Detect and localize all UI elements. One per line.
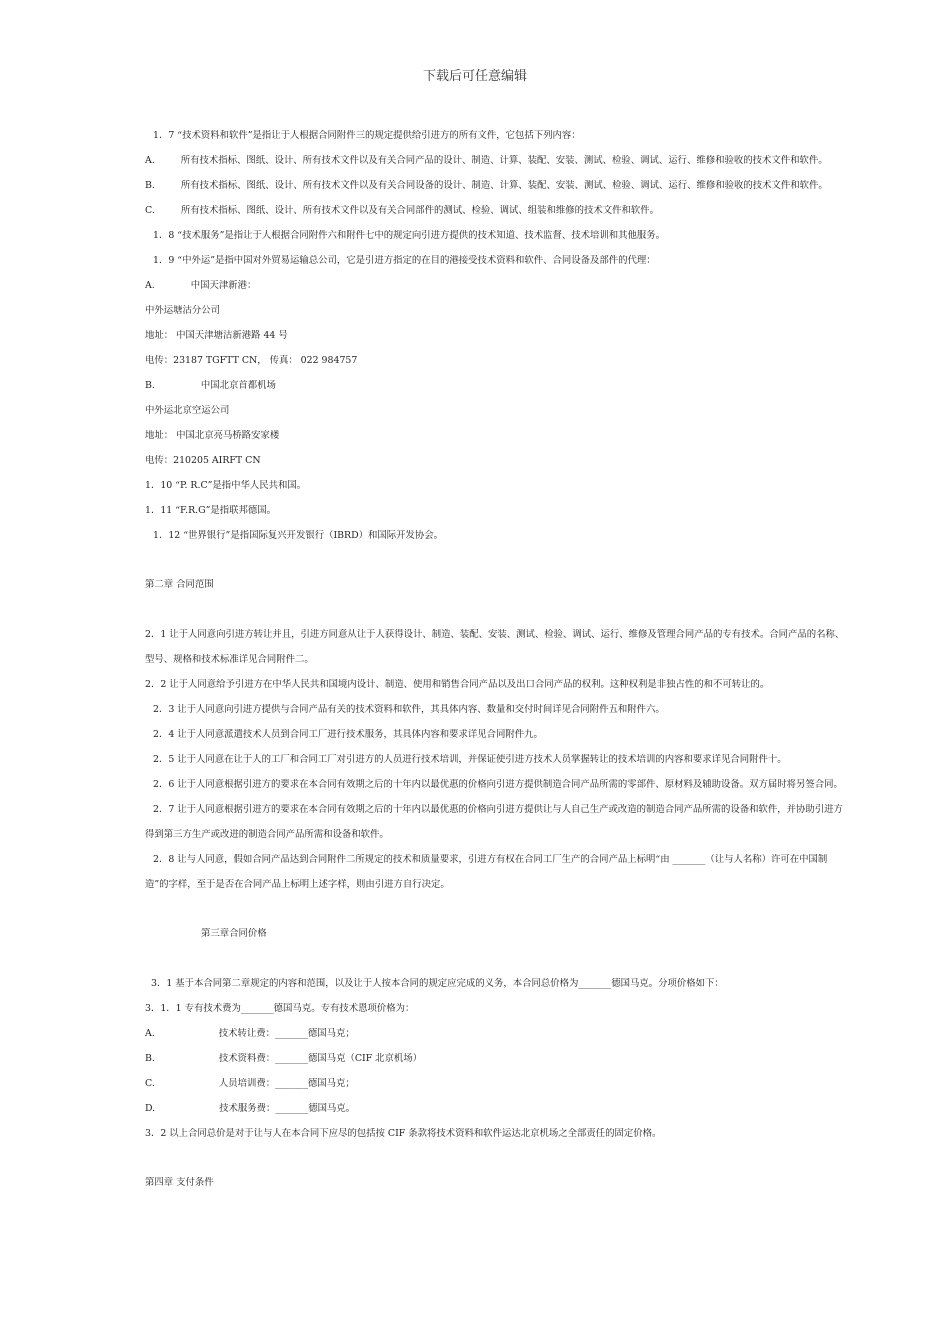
item-label: B. — [145, 380, 155, 391]
agent-a-telex: 电传：23187 TGFTT CN， 传真： 022 984757 — [145, 355, 358, 366]
clause-1-9: 1．9 “中外运”是指中国对外贸易运输总公司，它是引进方指定的在目的港接受技术资料和软件、合同设备及部件的代理： — [153, 255, 656, 266]
item-text: 技术服务费：_______德国马克。 — [219, 1103, 356, 1114]
clause-2-8: 2．8 让与人同意，假如合同产品达到合同附件二所规定的技术和质量要求，引进方有权在合同工厂生产的合同产品上标明“由 _______（让与人名称）许可在中国制 — [153, 854, 828, 865]
item-label: A. — [145, 1028, 155, 1039]
clause-2-3: 2．3 让于人同意向引进方提供与合同产品有关的技术资料和软件，其具体内容、数量和交付时间详见合同附件五和附件六。 — [153, 704, 665, 715]
item-label: C. — [145, 1078, 155, 1089]
item-label: B. — [145, 1053, 155, 1064]
page-header: 下载后可任意编辑 — [422, 69, 527, 84]
clause-2-5: 2．5 让于人同意在让于人的工厂和合同工厂对引进方的人员进行技术培训，并保证使引进方技术人员掌握转让的技术培训的内容和要求详见合同附件十。 — [153, 754, 787, 765]
clause-3-1-1: 3．1．1 专有技术费为_______德国马克。专有技术恩项价格为： — [145, 1003, 415, 1014]
item-text: 技术转让费：_______德国马克； — [218, 1028, 355, 1039]
agent-a-company: 中外运塘沽分公司 — [145, 305, 221, 316]
clause-3-2: 3．2 以上合同总价是对于让与人在本合同下应尽的包括按 CIF 条款将技术资料和软件运达北京机场之全部责任的固定价格。 — [145, 1128, 662, 1139]
item-text: 所有技术指标、图纸、设计、所有技术文件以及有关合同设备的设计、制造、计算、装配、安装、测试、检验、调试、运行、维修和验收的技术文件和软件。 — [180, 180, 828, 191]
chapter-2-heading: 第二章 合同范围 — [145, 579, 214, 590]
agent-a-address: 地址： 中国天津塘沽新港路 44 号 — [145, 330, 288, 341]
item-text: 所有技术指标、图纸、设计、所有技术文件以及有关合同部件的测试、检验、调试、组装和维修的技术文件和软件。 — [180, 205, 659, 216]
item-label: C. — [145, 205, 155, 216]
chapter-3-heading: 第三章合同价格 — [201, 928, 267, 939]
clause-1-7-c — [145, 205, 865, 217]
item-label: D. — [145, 1103, 156, 1114]
clause-2-2: 2．2 让于人同意给予引进方在中华人民共和国境内设计、制造、使用和销售合同产品以及出口合同产品的权利。这种权利是非独占性的和不可转让的。 — [145, 679, 770, 690]
clause-1-10: 1．10 “P. R.C”是指中华人民共和国。 — [145, 480, 307, 491]
clause-1-11: 1．11 “F.R.G”是指联邦德国。 — [145, 505, 277, 516]
clause-2-1-cont: 型号、规格和技术标准详见合同附件二。 — [145, 654, 314, 665]
clause-1-7-a — [145, 155, 865, 167]
clause-2-8-cont: 造”的字样，至于是否在合同产品上标明上述字样，则由引进方自行决定。 — [145, 879, 450, 890]
item-text: 中国北京首都机场 — [200, 380, 276, 391]
clause-1-12: 1．12 “世界银行”是指国际复兴开发银行（IBRD）和国际开发协会。 — [153, 530, 444, 541]
item-label: B. — [145, 180, 155, 191]
clause-2-1: 2．1 让于人同意向引进方转让并且，引进方同意从让于人获得设计、制造、装配、安装、测试、检验、调试、运行、维修及管理合同产品的专有技术。合同产品的名称、 — [145, 629, 845, 640]
agent-b — [145, 380, 865, 392]
chapter-4-heading: 第四章 支付条件 — [145, 1177, 214, 1188]
clause-2-7: 2．7 让于人同意根据引进方的要求在本合同有效期之后的十年内以最优惠的价格向引进方提供让与人自己生产或改造的制造合同产品所需的设备和软件，并协助引进方 — [153, 804, 843, 815]
fee-a — [145, 1028, 865, 1040]
item-label: A. — [145, 155, 155, 166]
item-text: 技术资料费：_______德国马克（CIF 北京机场） — [218, 1053, 423, 1064]
clause-2-4: 2．4 让于人同意派遣技术人员到合同工厂进行技术服务，其具体内容和要求详见合同附件九。 — [153, 729, 543, 740]
clause-3-1: 3．1 基于本合同第二章规定的内容和范围，以及让于人按本合同的规定应完成的义务，本合同总价格为_______德国马克。分项价格如下： — [151, 978, 724, 989]
clause-2-6: 2．6 让于人同意根据引进方的要求在本合同有效期之后的十年内以最优惠的价格向引进方提供制造合同产品所需的零部件、原材料及辅助设备。双方届时将另签合同。 — [153, 779, 843, 790]
clause-2-7-cont: 得到第三方生产或改进的制造合同产品所需和设备和软件。 — [145, 829, 389, 840]
fee-b — [145, 1053, 865, 1065]
agent-b-telex: 电传：210205 AIRFT CN — [145, 455, 261, 466]
fee-d — [145, 1103, 865, 1115]
agent-b-address: 地址： 中国北京亮马桥路安家楼 — [145, 430, 280, 441]
clause-1-8: 1．8 “技术服务”是指让于人根据合同附件六和附件七中的规定向引进方提供的技术知道、技术监督、技术培训和其他服务。 — [153, 230, 665, 241]
clause-1-7: 1．7 “技术资料和软件”是指让于人根据合同附件三的规定提供给引进方的所有文件，它包括下列内容： — [153, 130, 581, 141]
agent-b-company: 中外运北京空运公司 — [145, 405, 230, 416]
item-text: 所有技术指标、图纸、设计、所有技术文件以及有关合同产品的设计、制造、计算、装配、安装、测试、检验、调试、运行、维修和验收的技术文件和软件。 — [180, 155, 828, 166]
item-text: 人员培训费：_______德国马克； — [218, 1078, 355, 1089]
agent-a — [145, 280, 865, 292]
clause-1-7-b — [145, 180, 865, 192]
item-text: 中国天津新港： — [190, 280, 257, 291]
fee-c — [145, 1078, 865, 1090]
item-label: A. — [145, 280, 155, 291]
